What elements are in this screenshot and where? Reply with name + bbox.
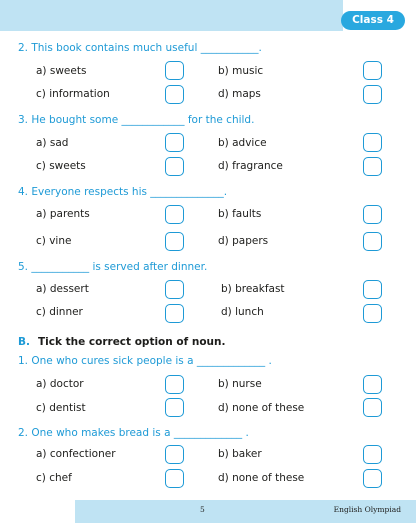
section-b-heading [18, 336, 225, 348]
option-5b: b) breakfast [221, 283, 285, 295]
checkbox-3a[interactable] [165, 133, 184, 152]
option-3a: a) sad [36, 137, 69, 149]
option-b1d: d) none of these [218, 402, 305, 414]
option-2c: c) information [36, 88, 110, 100]
question-b1: 1. One who cures sick people is a _____________ . [18, 355, 272, 367]
option-b1c: c) dentist [36, 402, 86, 414]
option-b2c: c) chef [36, 472, 72, 484]
option-5d: d) lunch [221, 306, 264, 318]
option-2d: d) maps [218, 88, 261, 100]
page-number: 5 [200, 505, 205, 514]
checkbox-b1d[interactable] [363, 398, 382, 417]
checkbox-5d[interactable] [363, 304, 382, 323]
option-b1a: a) doctor [36, 378, 84, 390]
option-3c: c) sweets [36, 160, 86, 172]
option-4d: d) papers [218, 235, 269, 247]
checkbox-b2d[interactable] [363, 469, 382, 488]
checkbox-4a[interactable] [165, 205, 184, 224]
section-letter: B. [18, 336, 30, 348]
option-b2d: d) none of these [218, 472, 305, 484]
checkbox-3d[interactable] [363, 157, 382, 176]
option-5c: c) dinner [36, 306, 83, 318]
checkbox-b2c[interactable] [165, 469, 184, 488]
checkbox-b1c[interactable] [165, 398, 184, 417]
checkbox-5a[interactable] [165, 280, 184, 299]
checkbox-4b[interactable] [363, 205, 382, 224]
option-2b: b) music [218, 65, 264, 77]
question-5: 5. ___________ is served after dinner. [18, 261, 208, 273]
option-b1b: b) nurse [218, 378, 262, 390]
checkbox-4c[interactable] [165, 232, 184, 251]
checkbox-b2b[interactable] [363, 445, 382, 464]
question-3: 3. He bought some ____________ for the child. [18, 114, 255, 126]
checkbox-b1a[interactable] [165, 375, 184, 394]
question-4: 4. Everyone respects his ______________. [18, 186, 228, 198]
option-b2b: b) baker [218, 448, 262, 460]
checkbox-2d[interactable] [363, 85, 382, 104]
option-2a: a) sweets [36, 65, 87, 77]
question-b2: 2. One who makes bread is a _____________ . [18, 427, 249, 439]
section-title: Tick the correct option of noun. [38, 336, 226, 348]
option-4c: c) vine [36, 235, 72, 247]
checkbox-2b[interactable] [363, 61, 382, 80]
option-4b: b) faults [218, 208, 262, 220]
checkbox-5b[interactable] [363, 280, 382, 299]
option-3b: b) advice [218, 137, 267, 149]
question-2: 2. This book contains much useful ___________. [18, 42, 262, 54]
checkbox-2a[interactable] [165, 61, 184, 80]
checkbox-b2a[interactable] [165, 445, 184, 464]
option-5a: a) dessert [36, 283, 89, 295]
checkbox-3c[interactable] [165, 157, 184, 176]
option-b2a: a) confectioner [36, 448, 116, 460]
checkbox-4d[interactable] [363, 232, 382, 251]
checkbox-b1b[interactable] [363, 375, 382, 394]
footer-title: English Olympiad [333, 505, 401, 514]
header-bar [0, 0, 343, 31]
checkbox-3b[interactable] [363, 133, 382, 152]
checkbox-2c[interactable] [165, 85, 184, 104]
option-4a: a) parents [36, 208, 90, 220]
class-badge: Class 4 [341, 11, 405, 30]
checkbox-5c[interactable] [165, 304, 184, 323]
option-3d: d) fragrance [218, 160, 283, 172]
